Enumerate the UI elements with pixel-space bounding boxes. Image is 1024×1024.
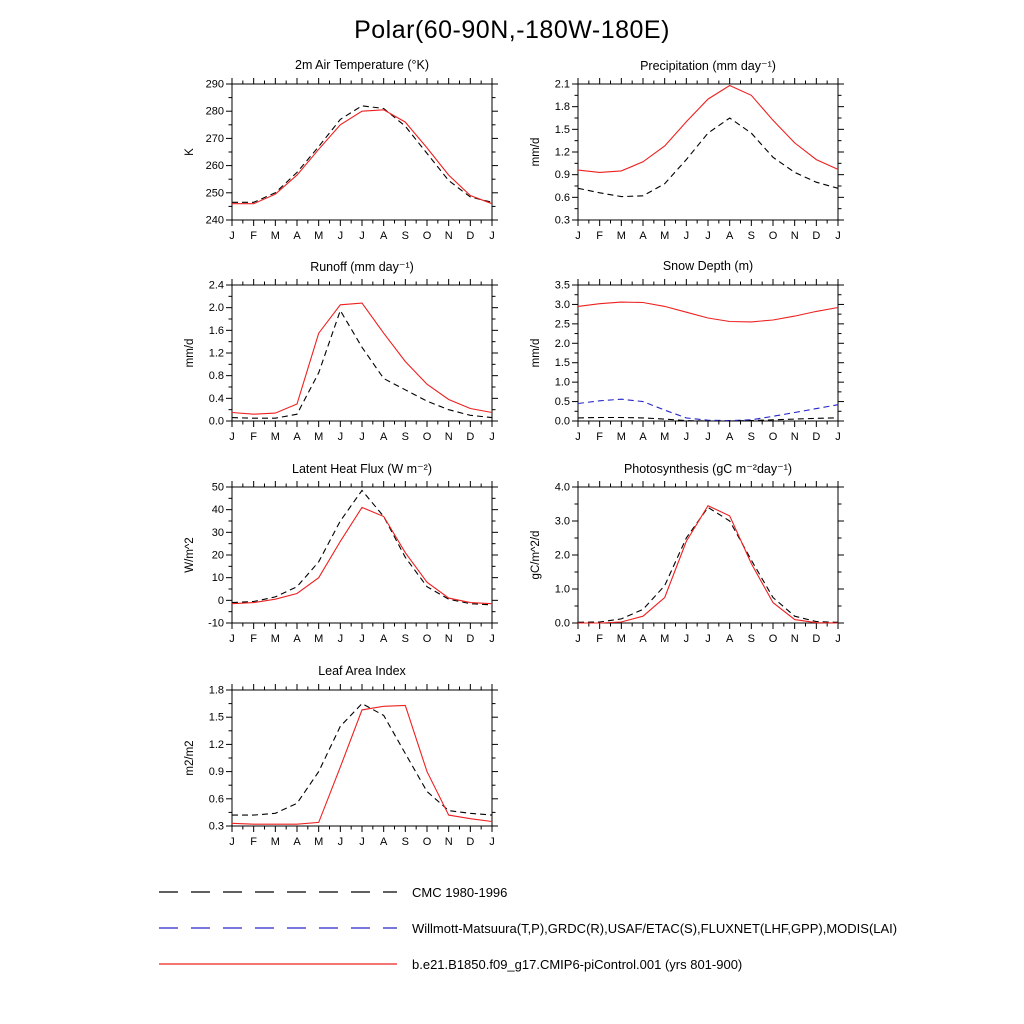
chart-title: Snow Depth (m): [662, 259, 754, 273]
chart-title: Leaf Area Index: [318, 664, 406, 678]
x-tick-label: A: [639, 230, 647, 242]
y-tick-label: 240: [205, 214, 224, 227]
y-tick-label: 1.2: [208, 347, 224, 360]
y-tick-label: 0.0: [208, 415, 224, 428]
x-tick-label: J: [229, 431, 235, 443]
x-tick-label: F: [596, 431, 604, 443]
y-tick-label: 1.5: [208, 711, 224, 724]
x-tick-label: F: [596, 633, 604, 645]
y-tick-label: 1.5: [554, 123, 570, 136]
y-tick-label: 0.4: [208, 392, 224, 405]
y-tick-label: 30: [211, 526, 224, 539]
legend-item-label: CMC 1980-1996: [412, 884, 508, 900]
x-tick-label: J: [705, 230, 711, 242]
x-tick-label: A: [639, 431, 647, 443]
x-tick-label: M: [616, 230, 626, 242]
x-tick-label: O: [422, 431, 432, 443]
x-tick-label: A: [379, 836, 388, 848]
x-tick-label: J: [359, 633, 365, 645]
x-tick-label: N: [444, 431, 453, 443]
x-tick-label: O: [768, 633, 778, 645]
x-tick-label: M: [270, 431, 280, 443]
chart-plot-area: [518, 76, 858, 248]
legend-item-label: b.e21.B1850.f09_g17.CMIP6-piControl.001 (yrs 801-900): [412, 956, 743, 972]
plot-frame: [578, 285, 838, 421]
x-tick-label: J: [229, 230, 235, 242]
x-tick-label: D: [466, 230, 475, 242]
x-tick-label: M: [660, 633, 670, 645]
legend-line-sample: [158, 925, 398, 931]
x-tick-label: O: [422, 633, 432, 645]
chart-title: 2m Air Temperature (°K): [295, 58, 429, 72]
y-tick-label: 1.2: [554, 146, 570, 159]
chart-plot-svg: [518, 76, 858, 248]
y-tick-label: 40: [211, 504, 224, 517]
chart-title: Latent Heat Flux (W m⁻²): [292, 462, 432, 476]
y-tick-label: 3.0: [554, 298, 570, 311]
x-tick-label: S: [747, 230, 756, 242]
chart-latent-heat-flux: [172, 461, 512, 657]
x-tick-label: J: [337, 633, 344, 645]
y-tick-label: -10: [208, 617, 224, 630]
series-line: [578, 86, 838, 173]
y-tick-label: 290: [205, 78, 224, 91]
chart-photosynthesis: [518, 461, 858, 657]
x-tick-label: S: [401, 431, 410, 443]
y-axis-label: mm/d: [530, 137, 542, 167]
chart-plot-area: [172, 277, 512, 449]
y-tick-label: 4.0: [554, 481, 570, 494]
chart-plot-svg: [172, 277, 512, 449]
x-tick-label: D: [812, 230, 821, 242]
x-tick-label: J: [337, 836, 344, 848]
chart-leaf-area-index: [172, 664, 512, 860]
y-tick-label: 2.5: [554, 318, 570, 331]
x-tick-label: J: [705, 633, 711, 645]
y-axis-label: mm/d: [184, 338, 196, 368]
y-tick-label: 0.5: [554, 396, 570, 409]
plot-frame: [578, 84, 838, 220]
x-tick-label: M: [314, 230, 324, 242]
y-tick-label: 50: [211, 481, 224, 494]
y-tick-label: 2.4: [208, 279, 224, 292]
figure-title: Polar(60-90N,-180W-180E): [354, 16, 670, 44]
x-tick-label: F: [596, 230, 604, 242]
x-tick-label: A: [379, 431, 388, 443]
y-tick-label: 0.6: [208, 793, 224, 806]
chart-plot-svg: [172, 76, 512, 248]
chart-plot-area: [172, 76, 512, 248]
x-tick-label: A: [293, 230, 301, 242]
y-tick-label: 280: [205, 105, 224, 118]
series-line: [578, 507, 838, 622]
chart-plot-area: [518, 479, 858, 651]
x-tick-label: N: [790, 230, 799, 242]
chart-plot-svg: [518, 479, 858, 651]
series-line: [578, 302, 838, 322]
x-tick-label: S: [401, 633, 410, 645]
chart-plot-area: [172, 479, 512, 651]
chart-plot-svg: [172, 479, 512, 651]
x-tick-label: S: [401, 230, 410, 242]
x-tick-label: D: [812, 633, 821, 645]
y-tick-label: 0.3: [554, 214, 570, 227]
chart-snow-depth: [518, 259, 858, 455]
y-tick-label: 0.8: [208, 370, 224, 383]
x-tick-label: J: [683, 230, 690, 242]
y-tick-label: 250: [205, 187, 224, 200]
y-axis-label: m2/m2: [184, 740, 196, 776]
legend-item: [158, 874, 998, 910]
legend-item-label: Willmott-Matsuura(T,P),GRDC(R),USAF/ETAC(S),FLUXNET(LHF,GPP),MODIS(LAI): [412, 920, 898, 936]
x-tick-label: J: [229, 836, 235, 848]
series-line: [232, 311, 492, 419]
x-tick-label: N: [444, 836, 453, 848]
x-tick-label: J: [489, 230, 495, 242]
x-tick-label: J: [683, 431, 690, 443]
x-tick-label: M: [314, 633, 324, 645]
x-tick-label: N: [790, 431, 799, 443]
x-tick-label: M: [660, 431, 670, 443]
x-tick-label: D: [812, 431, 821, 443]
x-tick-label: J: [359, 836, 365, 848]
legend-item: [158, 910, 998, 946]
x-tick-label: M: [270, 230, 280, 242]
series-line: [578, 418, 838, 422]
plot-frame: [232, 84, 492, 220]
legend: [158, 874, 998, 982]
y-tick-label: 0: [217, 594, 224, 607]
x-tick-label: N: [444, 230, 453, 242]
chart-plot-svg: [172, 682, 512, 854]
series-line: [232, 704, 492, 816]
x-tick-label: M: [314, 836, 324, 848]
x-tick-label: A: [725, 431, 734, 443]
y-tick-label: 0.6: [554, 191, 570, 204]
x-tick-label: S: [401, 836, 410, 848]
chart-runoff: [172, 259, 512, 455]
x-tick-label: N: [790, 633, 799, 645]
y-axis-label: mm/d: [530, 338, 542, 368]
series-line: [232, 106, 492, 203]
y-tick-label: 0.0: [554, 617, 570, 630]
y-tick-label: 1.8: [208, 684, 224, 697]
y-tick-label: 1.6: [208, 324, 224, 337]
y-tick-label: 1.0: [554, 583, 570, 596]
x-tick-label: M: [616, 431, 626, 443]
x-tick-label: F: [250, 230, 258, 242]
x-tick-label: J: [575, 230, 581, 242]
x-tick-label: D: [466, 633, 475, 645]
y-tick-label: 260: [205, 160, 224, 173]
chart-title: Precipitation (mm day⁻¹): [640, 59, 776, 73]
chart-plot-svg: [518, 277, 858, 449]
x-tick-label: A: [293, 633, 301, 645]
x-tick-label: J: [835, 633, 841, 645]
x-tick-label: J: [229, 633, 235, 645]
x-tick-label: J: [705, 431, 711, 443]
y-tick-label: 20: [211, 549, 224, 562]
x-tick-label: J: [359, 431, 365, 443]
x-tick-label: F: [250, 836, 258, 848]
y-tick-label: 0.9: [208, 766, 224, 779]
y-tick-label: 1.0: [554, 376, 570, 389]
x-tick-label: A: [639, 633, 647, 645]
chart-plot-area: [518, 277, 858, 449]
x-tick-label: M: [616, 633, 626, 645]
x-tick-label: J: [489, 431, 495, 443]
x-tick-label: J: [489, 633, 495, 645]
x-tick-label: J: [835, 230, 841, 242]
x-tick-label: A: [293, 431, 301, 443]
y-tick-label: 2.1: [554, 78, 570, 91]
x-tick-label: O: [768, 431, 778, 443]
legend-line-sample: [158, 961, 398, 967]
y-tick-label: 2.0: [554, 549, 570, 562]
series-line: [232, 303, 492, 414]
chart-precipitation: [518, 58, 858, 254]
x-tick-label: M: [660, 230, 670, 242]
y-tick-label: 1.5: [554, 357, 570, 370]
x-tick-label: O: [768, 230, 778, 242]
x-tick-label: F: [250, 431, 258, 443]
x-tick-label: S: [747, 633, 756, 645]
x-tick-label: M: [270, 633, 280, 645]
legend-item: [158, 946, 998, 982]
x-tick-label: M: [270, 836, 280, 848]
plot-frame: [232, 285, 492, 421]
series-line: [232, 110, 492, 204]
y-axis-label: gC/m^2/d: [530, 530, 542, 580]
plot-frame: [578, 487, 838, 623]
x-tick-label: O: [422, 230, 432, 242]
y-tick-label: 3.0: [554, 515, 570, 528]
legend-line-sample: [158, 889, 398, 895]
series-line: [578, 118, 838, 197]
chart-plot-area: [172, 682, 512, 854]
x-tick-label: S: [747, 431, 756, 443]
x-tick-label: J: [359, 230, 365, 242]
x-tick-label: J: [337, 230, 344, 242]
series-line: [232, 705, 492, 824]
y-tick-label: 10: [211, 572, 224, 585]
y-tick-label: 3.5: [554, 279, 570, 292]
y-axis-label: K: [184, 148, 196, 156]
x-tick-label: J: [489, 836, 495, 848]
x-tick-label: A: [379, 633, 388, 645]
x-tick-label: A: [293, 836, 301, 848]
x-tick-label: D: [466, 836, 475, 848]
y-tick-label: 2.0: [554, 337, 570, 350]
x-tick-label: A: [725, 633, 734, 645]
y-tick-label: 1.8: [554, 101, 570, 114]
chart-title: Photosynthesis (gC m⁻²day⁻¹): [623, 462, 793, 476]
series-line: [232, 507, 492, 603]
x-tick-label: M: [314, 431, 324, 443]
x-tick-label: D: [466, 431, 475, 443]
x-tick-label: J: [337, 431, 344, 443]
x-tick-label: A: [725, 230, 734, 242]
x-tick-label: J: [683, 633, 690, 645]
series-line: [578, 506, 838, 623]
x-tick-label: N: [444, 633, 453, 645]
x-tick-label: J: [575, 633, 581, 645]
x-tick-label: F: [250, 633, 258, 645]
series-line: [578, 399, 838, 420]
y-axis-label: W/m^2: [184, 537, 196, 573]
x-tick-label: J: [575, 431, 581, 443]
y-tick-label: 2.0: [208, 302, 224, 315]
y-tick-label: 270: [205, 132, 224, 145]
y-tick-label: 0.9: [554, 169, 570, 182]
x-tick-label: A: [379, 230, 388, 242]
y-tick-label: 0.3: [208, 820, 224, 833]
y-tick-label: 1.2: [208, 738, 224, 751]
x-tick-label: O: [422, 836, 432, 848]
x-tick-label: J: [835, 431, 841, 443]
y-tick-label: 0.0: [554, 415, 570, 428]
chart-air-temperature: [172, 58, 512, 254]
chart-title: Runoff (mm day⁻¹): [310, 260, 414, 274]
